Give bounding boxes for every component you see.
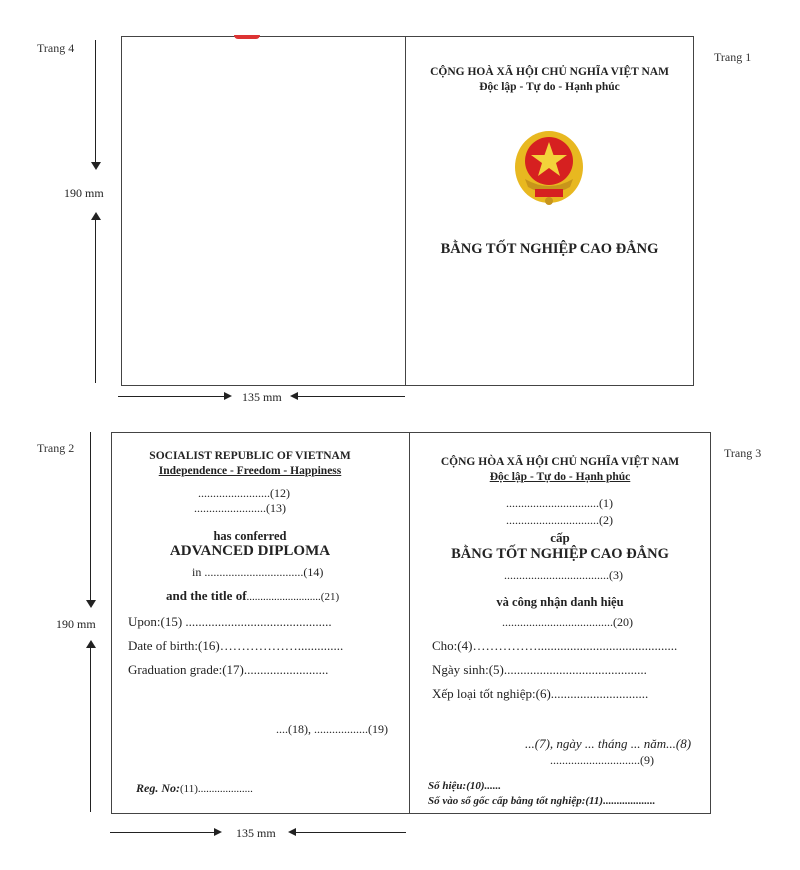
- arrowhead-right-icon: [214, 828, 222, 836]
- label-trang-3: Trang 3: [724, 446, 762, 460]
- arrowhead-right-icon: [224, 392, 232, 400]
- label-trang-2: Trang 2: [37, 441, 75, 455]
- page3-field-3: ...................................(3): [504, 568, 623, 582]
- page3-cho: Cho:(4)……………...........................................: [432, 638, 678, 653]
- height-label-top: 190 mm: [64, 186, 104, 200]
- emblem-fragment: [234, 35, 260, 39]
- page2-header-2: Independence - Freedom - Happiness: [158, 465, 342, 477]
- page2-field-12: ........................(12): [198, 486, 290, 500]
- width-arrow-top-right: [298, 396, 405, 397]
- page2-title-of-line: [166, 588, 339, 604]
- page3-field-20: .....................................(20): [502, 615, 633, 629]
- width-arrow-top-left: [118, 396, 224, 397]
- height-arrow-top-lower: [95, 219, 96, 383]
- page2-place-date: ....(18), ..................(19): [276, 722, 388, 736]
- page3-cap: cấp: [550, 530, 570, 545]
- page3-header-2: Độc lập - Tự do - Hạnh phúc: [489, 471, 631, 483]
- width-label-bottom: 135 mm: [236, 826, 276, 840]
- page2-header-1: SOCIALIST REPUBLIC OF VIETNAM: [149, 450, 351, 462]
- page-3-panel: [409, 432, 711, 814]
- arrowhead-down-icon: [91, 162, 101, 170]
- page2-field-13: ........................(13): [194, 501, 286, 515]
- page3-xep-loai: Xếp loại tốt nghiệp:(6)..............................: [432, 686, 649, 701]
- page3-date-line: ...(7), ngày ... tháng ... năm...(8): [525, 736, 692, 751]
- height-arrow-top-upper: [95, 40, 96, 165]
- page1-header-1: CỘNG HOÀ XÃ HỘI CHỦ NGHĨA VIỆT NAM: [430, 66, 669, 78]
- width-arrow-bottom-left: [110, 832, 214, 833]
- arrowhead-left-icon: [288, 828, 296, 836]
- page2-title-of-dots: ...........................(21): [246, 591, 340, 603]
- page2-reg-no-dots: (11)....................: [180, 783, 253, 795]
- page2-reg-no: [136, 780, 253, 796]
- page3-so-vao-so: Số vào sổ gốc cấp bằng tốt nghiệp:(11)...................: [428, 795, 656, 807]
- page2-title-of-label: and the title of: [166, 588, 247, 603]
- page2-date-of-birth: Date of birth:(16)………………..............: [128, 638, 344, 653]
- page2-conferred: has conferred: [213, 529, 287, 543]
- page1-header-2: Độc lập - Tự do - Hạnh phúc: [479, 81, 620, 93]
- page3-field-1: ...............................(1): [506, 496, 613, 510]
- arrowhead-down-icon: [86, 600, 96, 608]
- width-label-top: 135 mm: [242, 390, 282, 404]
- page2-upon: Upon:(15) .............................................: [128, 614, 332, 629]
- page3-title: BẰNG TỐT NGHIỆP CAO ĐẲNG: [451, 546, 669, 562]
- label-trang-1: Trang 1: [714, 50, 752, 64]
- width-arrow-bottom-right: [296, 832, 406, 833]
- arrowhead-left-icon: [290, 392, 298, 400]
- page-2-panel: [111, 432, 411, 814]
- page3-so-hieu: Số hiệu:(10)......: [428, 780, 502, 792]
- page3-recognition: và công nhận danh hiệu: [496, 595, 624, 609]
- page3-header-1: CỘNG HÒA XÃ HỘI CHỦ NGHĨA VIỆT NAM: [440, 456, 680, 468]
- height-label-bottom: 190 mm: [56, 617, 96, 631]
- arrowhead-up-icon: [86, 640, 96, 648]
- page1-title: BẰNG TỐT NGHIỆP CAO ĐẲNG: [440, 241, 659, 257]
- label-trang-4: Trang 4: [37, 41, 75, 55]
- page2-in-line: in .................................(14): [192, 565, 324, 579]
- height-arrow-bottom-upper: [90, 432, 91, 602]
- page-4-panel: [121, 36, 407, 386]
- page2-graduation-grade: Graduation grade:(17)..........................: [128, 662, 329, 677]
- arrowhead-up-icon: [91, 212, 101, 220]
- page-1-panel: [405, 36, 694, 386]
- page3-field-9: ..............................(9): [550, 753, 654, 767]
- page3-ngay-sinh: Ngày sinh:(5)............................................: [432, 662, 647, 677]
- national-emblem-icon: [510, 127, 588, 209]
- page2-diploma-title: ADVANCED DIPLOMA: [169, 543, 331, 559]
- page3-field-2: ...............................(2): [506, 513, 613, 527]
- page2-reg-no-label: Reg. No:: [136, 781, 180, 795]
- height-arrow-bottom-lower: [90, 647, 91, 812]
